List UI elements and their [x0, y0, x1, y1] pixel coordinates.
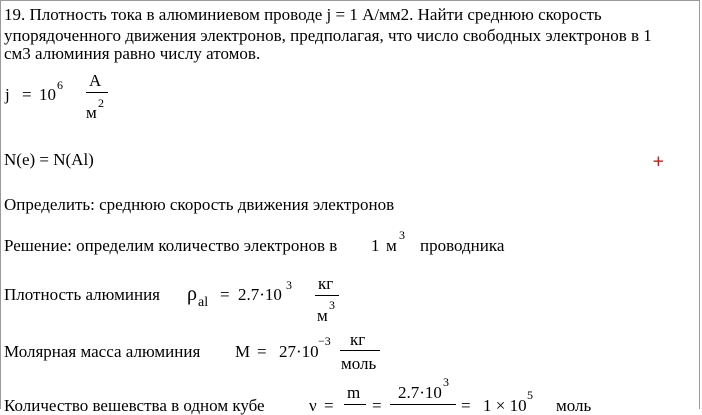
amount-equals: =: [324, 396, 334, 415]
j-numerator: А: [89, 71, 102, 90]
electron-atom-equality: N(e) = N(Al): [4, 150, 94, 169]
density-unit-exponent: 3: [329, 298, 335, 312]
j-exponent: 6: [57, 78, 63, 92]
molar-mass-symbol: M: [235, 342, 251, 361]
amount-numerator-exponent: 3: [443, 375, 449, 389]
density-equals: =: [220, 285, 230, 304]
density-fraction-bar: [315, 295, 339, 296]
amount-numerator-mass: m: [347, 383, 361, 402]
amount-unit: моль: [556, 396, 592, 415]
molar-mass-equals: =: [257, 342, 267, 361]
j-equals: =: [22, 85, 32, 104]
density-symbol: ρ: [187, 283, 197, 305]
solution-unit-exponent: 3: [399, 228, 405, 242]
cursor-plus-marker: +: [652, 152, 665, 170]
molar-mass-unit-denominator: моль: [341, 354, 377, 373]
molar-mass-label: Молярная масса алюминия: [4, 342, 201, 361]
solution-text: Решение: определим количество электронов в: [4, 236, 338, 255]
density-unit-denominator: м: [317, 306, 328, 325]
amount-value: 1 × 10: [483, 396, 527, 415]
problem-line-1: 19. Плотность тока в алюминиевом проводе j = 1 А/мм2. Найти среднюю скорость: [4, 5, 602, 24]
density-value: 2.7·10: [238, 285, 282, 304]
density-label: Плотность алюминия: [4, 285, 160, 304]
molar-mass-exponent: −3: [318, 335, 331, 347]
j-base: 10: [39, 85, 56, 104]
amount-numerator-density: 2.7·10: [398, 383, 442, 402]
j-denominator-exponent: 2: [98, 96, 104, 110]
solution-quantity: 1: [371, 236, 380, 255]
density-subscript: al: [198, 295, 209, 310]
solution-unit: м: [386, 236, 397, 255]
amount-symbol: ν: [309, 396, 317, 415]
amount-equals-3: =: [461, 396, 471, 415]
amount-label: Количество вешевства в одном кубе: [4, 396, 265, 415]
molar-mass-fraction-bar: [340, 350, 380, 351]
molar-mass-unit-numerator: кг: [350, 330, 366, 349]
density-exponent: 3: [286, 278, 292, 292]
amount-exponent: 5: [527, 388, 533, 402]
molar-mass-value: 27·10: [279, 342, 319, 361]
j-symbol: j: [5, 85, 10, 104]
amount-fraction-bar-1: [344, 404, 366, 405]
amount-equals-2: =: [372, 396, 382, 415]
density-unit-numerator: кг: [318, 274, 334, 293]
problem-line-3: см3 алюминия равно числу атомов.: [4, 44, 261, 63]
j-fraction-bar: [86, 92, 108, 93]
j-denominator: м: [86, 103, 97, 122]
amount-fraction-bar-2: [390, 404, 456, 405]
problem-line-2: упорядоченного движения электронов, предполагая, что число свободных электронов в 1: [4, 26, 652, 45]
solution-tail: проводника: [420, 236, 505, 255]
determine-line: Определить: среднюю скорость движения электронов: [4, 195, 395, 214]
